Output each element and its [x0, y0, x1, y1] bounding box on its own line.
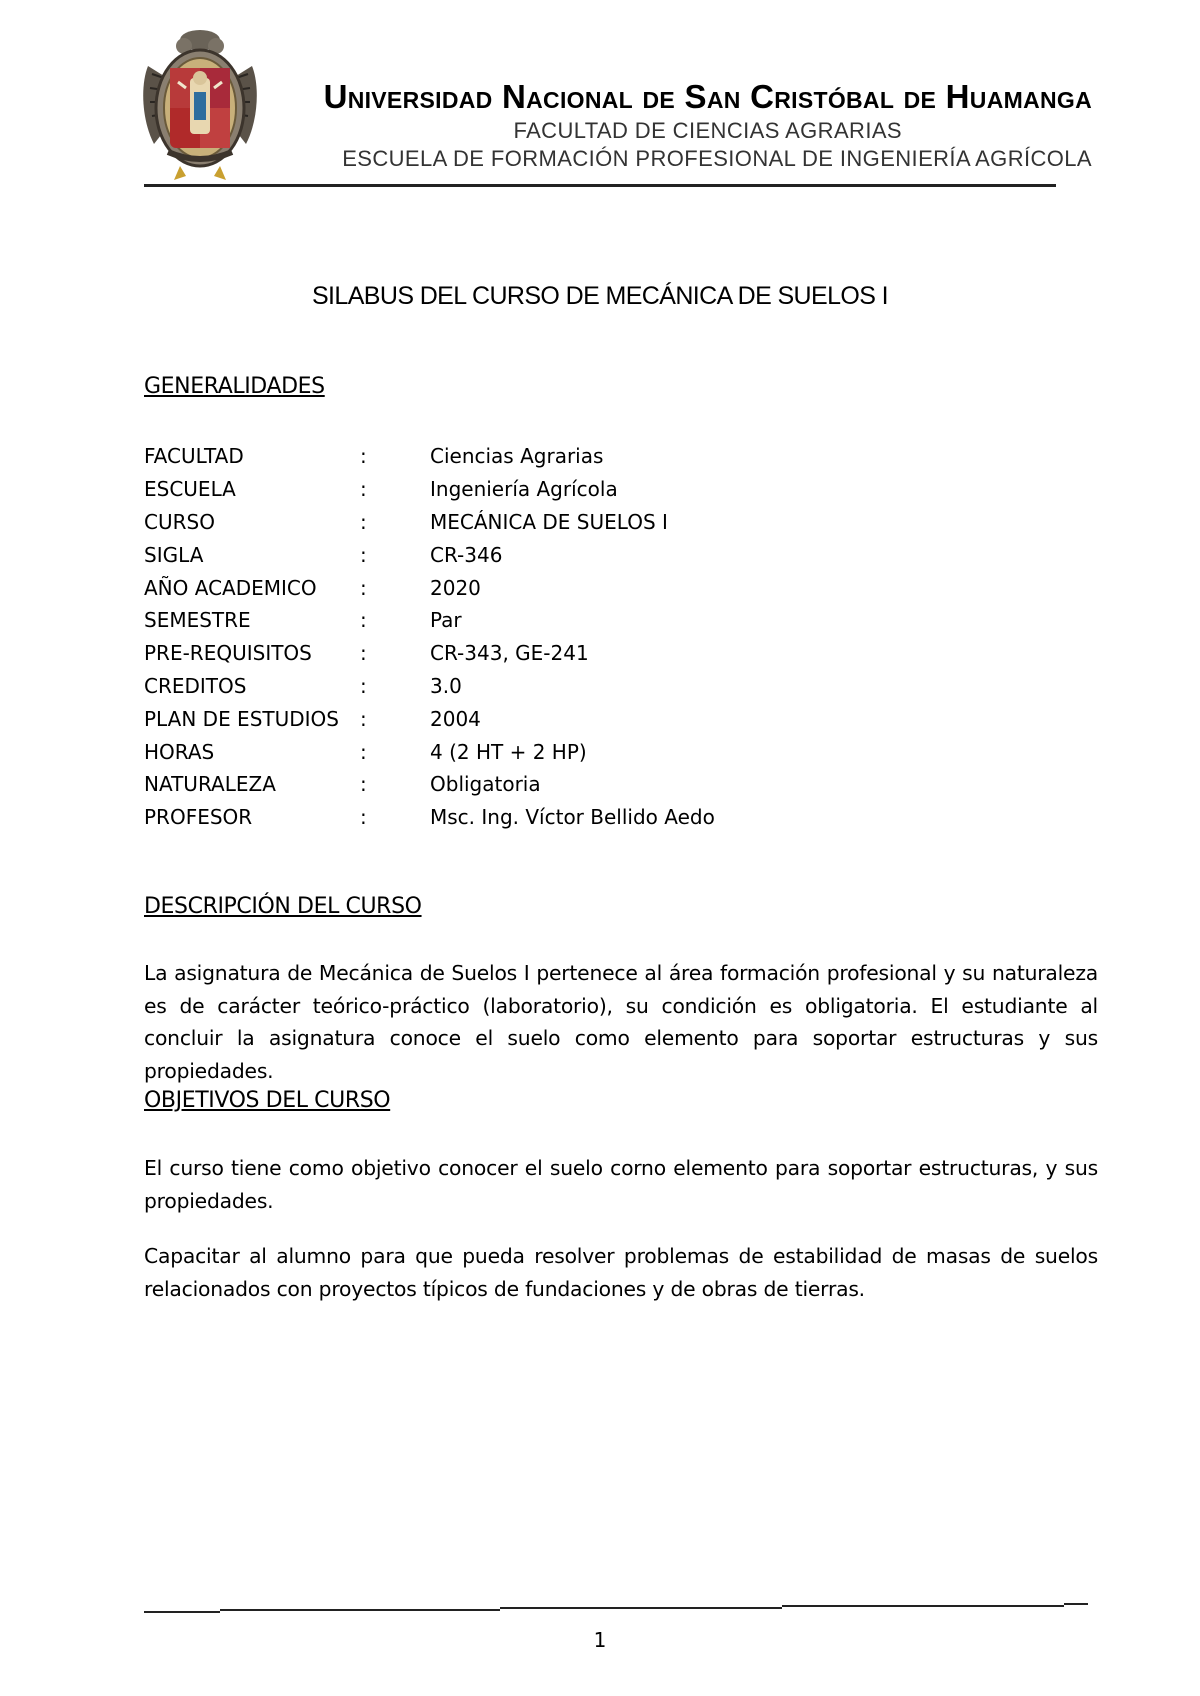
info-separator: :	[360, 575, 367, 600]
section-heading-generalidades: GENERALIDADES	[144, 374, 325, 399]
info-row	[144, 440, 715, 473]
footer-divider	[144, 1611, 220, 1613]
info-label: PRE-REQUISITOS	[144, 641, 312, 666]
objective-paragraph-1: El curso tiene como objetivo conocer el suelo corno elemento para soportar estructuras, y sus propiedades.	[144, 1156, 1098, 1213]
footer-divider	[782, 1605, 1064, 1607]
header-divider	[144, 184, 1056, 187]
section-heading-objetivos: OBJETIVOS DEL CURSO	[144, 1088, 391, 1113]
footer-divider	[220, 1609, 500, 1611]
info-separator: :	[360, 542, 367, 567]
info-label: SIGLA	[144, 542, 204, 567]
info-label: SEMESTRE	[144, 608, 251, 633]
info-separator: :	[360, 641, 367, 666]
page-number: 1	[593, 1628, 607, 1652]
info-value: Ciencias Agrarias	[430, 444, 604, 469]
info-separator: :	[360, 477, 367, 502]
school-name: ESCUELA DE FORMACIÓN PROFESIONAL DE INGENIERÍA AGRÍCOLA	[342, 146, 1092, 171]
info-row	[144, 506, 715, 539]
info-label: NATURALEZA	[144, 772, 276, 797]
info-value: 4 (2 HT + 2 HP)	[430, 739, 587, 764]
info-value: CR-346	[430, 542, 503, 567]
section-heading-descripcion: DESCRIPCIÓN DEL CURSO	[144, 894, 422, 919]
info-label: CURSO	[144, 509, 215, 534]
info-row	[144, 670, 715, 703]
info-separator: :	[360, 444, 367, 469]
info-separator: :	[360, 772, 367, 797]
info-separator: :	[360, 805, 367, 830]
info-label: FACULTAD	[144, 444, 244, 469]
footer-divider	[500, 1607, 782, 1609]
info-value: MECÁNICA DE SUELOS I	[430, 509, 668, 534]
info-value: Obligatoria	[430, 772, 541, 797]
general-info-table	[144, 440, 715, 834]
info-row	[144, 768, 715, 801]
info-separator: :	[360, 509, 367, 534]
info-row	[144, 637, 715, 670]
objective-paragraph-2: Capacitar al alumno para que pueda resolver problemas de estabilidad de masas de suelos relacionados con proyectos típicos de fundaciones y de obras de tierras.	[144, 1244, 1098, 1301]
info-row	[144, 538, 715, 571]
university-seal-icon	[140, 26, 260, 182]
info-label: AÑO ACADEMICO	[144, 575, 317, 600]
info-label: PROFESOR	[144, 805, 253, 830]
info-row	[144, 801, 715, 834]
info-label: HORAS	[144, 739, 215, 764]
info-separator: :	[360, 673, 367, 698]
info-separator: :	[360, 706, 367, 731]
info-value: 3.0	[430, 673, 462, 698]
info-separator: :	[360, 608, 367, 633]
info-separator: :	[360, 739, 367, 764]
info-value: CR-343, GE-241	[430, 641, 589, 666]
info-row	[144, 702, 715, 735]
info-row	[144, 571, 715, 604]
faculty-name: FACULTAD DE CIENCIAS AGRARIAS	[513, 118, 902, 143]
info-label: CREDITOS	[144, 673, 247, 698]
info-row	[144, 735, 715, 768]
info-value: 2020	[430, 575, 481, 600]
info-label: ESCUELA	[144, 477, 236, 502]
footer-divider	[1064, 1603, 1088, 1605]
university-name: Universidad Nacional de San Cristóbal de Huamanga	[323, 78, 1092, 115]
info-row	[144, 604, 715, 637]
info-value: 2004	[430, 706, 481, 731]
document-title: SILABUS DEL CURSO DE MECÁNICA DE SUELOS I	[311, 282, 889, 310]
info-value: Ingeniería Agrícola	[430, 477, 618, 502]
info-row	[144, 473, 715, 506]
description-paragraph: La asignatura de Mecánica de Suelos I pertenece al área formación profesional y su naturaleza es de carácter teórico-práctico (laboratorio), su condición es obligatoria. El estudiante al concluir la asignatura conoce el suelo como elemento para soportar estructuras y sus propiedades.	[144, 961, 1098, 1083]
info-value: Par	[430, 608, 462, 633]
info-label: PLAN DE ESTUDIOS	[144, 706, 339, 731]
info-value: Msc. Ing. Víctor Bellido Aedo	[430, 805, 715, 830]
